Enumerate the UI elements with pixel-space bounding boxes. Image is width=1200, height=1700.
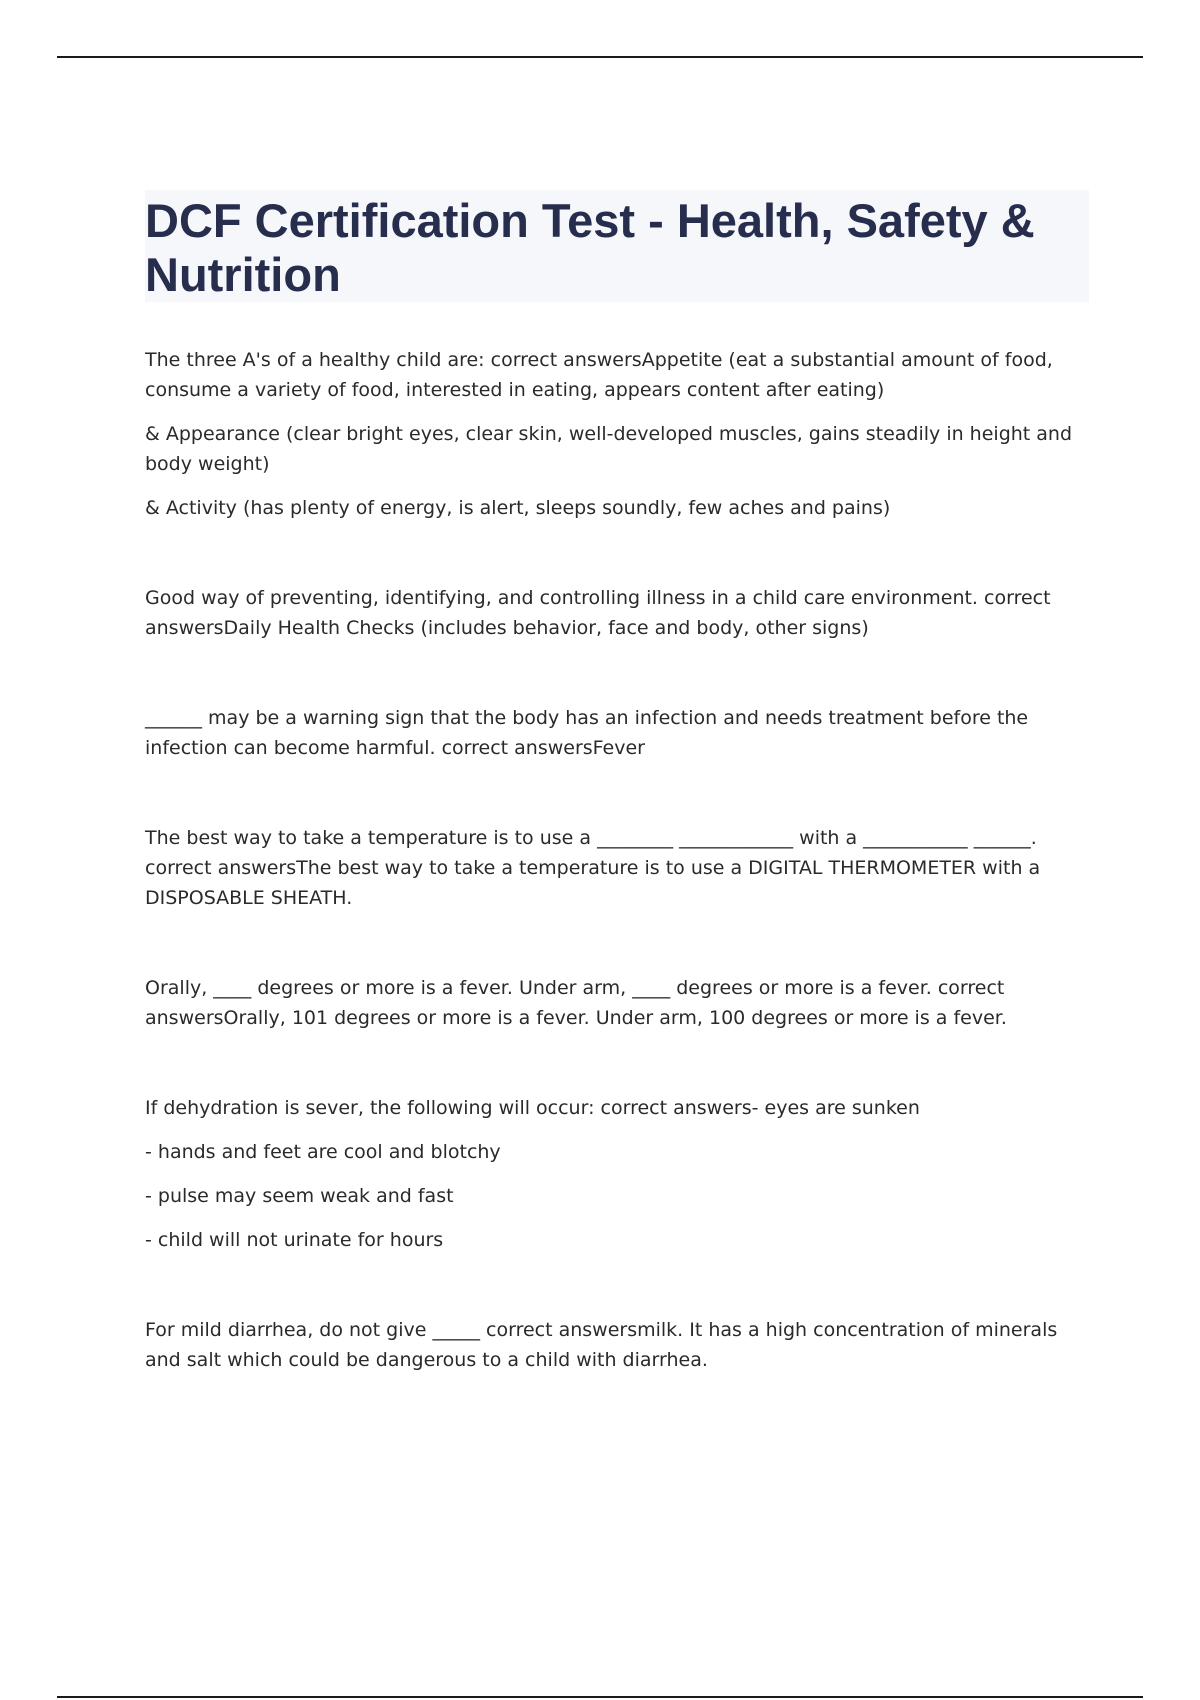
- qa-paragraph: - hands and feet are cool and blotchy: [145, 1141, 501, 1163]
- document-body: [145, 345, 1090, 1435]
- qa-item: [145, 1093, 1090, 1255]
- qa-paragraph: The best way to take a temperature is to use a ________ ____________ with a ___________ ______. correct answersThe best way to take a temperature is to use a DIGITAL THERMOMETER with a DISPOSABLE SHEATH.: [145, 827, 1041, 909]
- qa-paragraph: If dehydration is sever, the following will occur: correct answers- eyes are sunken: [145, 1097, 920, 1119]
- footer-rule: [57, 1696, 1143, 1698]
- qa-paragraph: Orally, ____ degrees or more is a fever. Under arm, ____ degrees or more is a fever. correct answersOrally, 101 degrees or more is a fever. Under arm, 100 degrees or more is a fever.: [145, 977, 1007, 1029]
- qa-paragraph: ______ may be a warning sign that the body has an infection and needs treatment before the infection can become harmful. correct answersFever: [145, 707, 1029, 759]
- qa-item: [145, 823, 1090, 913]
- qa-paragraph: Good way of preventing, identifying, and controlling illness in a child care environment. correct answersDaily Health Checks (includes behavior, face and body, other signs): [145, 587, 1051, 639]
- qa-paragraph: & Activity (has plenty of energy, is alert, sleeps soundly, few aches and pains): [145, 497, 891, 519]
- qa-item: [145, 973, 1090, 1033]
- qa-paragraph: & Appearance (clear bright eyes, clear skin, well-developed muscles, gains steadily in height and body weight): [145, 423, 1073, 475]
- qa-paragraph: For mild diarrhea, do not give _____ correct answersmilk. It has a high concentration of minerals and salt which could be dangerous to a child with diarrhea.: [145, 1319, 1058, 1371]
- qa-paragraph: The three A's of a healthy child are: correct answersAppetite (eat a substantial amount of food, consume a variety of food, interested in eating, appears content after eating): [145, 349, 1053, 401]
- qa-item: [145, 583, 1090, 643]
- qa-item: [145, 703, 1090, 763]
- header-rule: [57, 56, 1143, 58]
- page-title: DCF Certification Test - Health, Safety & Nutrition: [145, 194, 1035, 301]
- qa-item: [145, 345, 1090, 523]
- qa-paragraph: - pulse may seem weak and fast: [145, 1185, 454, 1207]
- qa-paragraph: - child will not urinate for hours: [145, 1229, 444, 1251]
- qa-item: [145, 1315, 1090, 1375]
- title-box: [145, 190, 1089, 302]
